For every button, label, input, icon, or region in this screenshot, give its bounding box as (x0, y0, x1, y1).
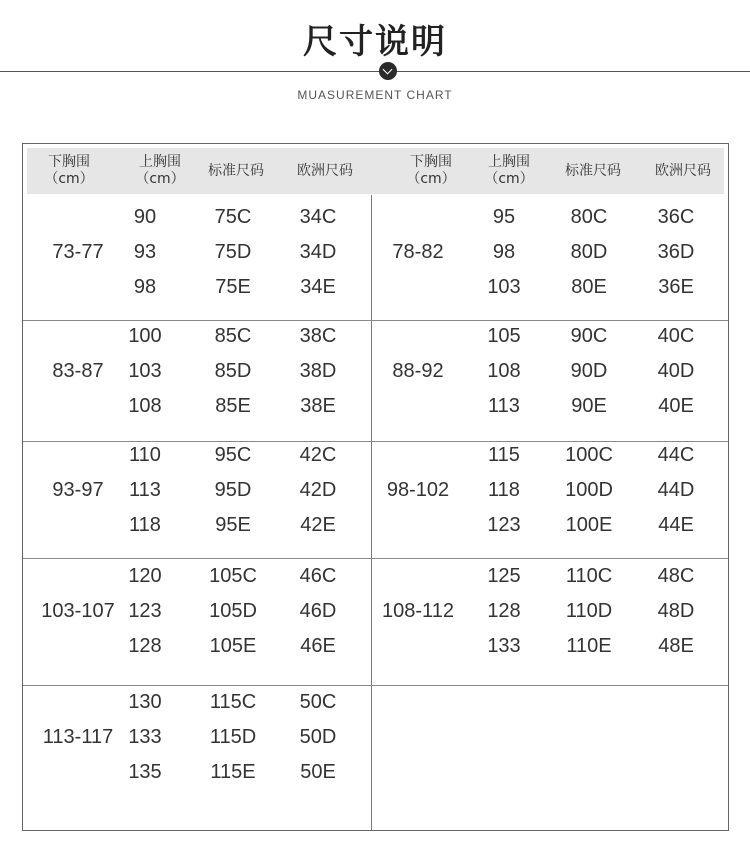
standard-size-value: 105D (209, 600, 257, 622)
upper-bust-value: 113 (488, 395, 520, 417)
standard-size-value: 85E (215, 395, 251, 417)
header-under-bust-unit: （cm） (406, 171, 456, 187)
row-divider (23, 320, 728, 321)
eu-size-value: 50D (299, 726, 337, 748)
row-divider (23, 558, 728, 559)
upper-bust-value: 108 (487, 360, 521, 382)
eu-size-value: 34D (299, 241, 337, 263)
header-under-bust (389, 148, 473, 194)
upper-bust-value: 115 (488, 444, 520, 466)
header-under-bust-label: 下胸围 (410, 154, 452, 170)
under-bust-range: 98-102 (386, 479, 450, 501)
eu-size-value: 44E (658, 514, 694, 536)
header-standard-size: 标准尺码 (565, 162, 621, 179)
eu-size-value: 46E (300, 635, 336, 657)
eu-size-value: 46D (299, 600, 337, 622)
upper-bust-value: 108 (128, 395, 162, 417)
standard-size-value: 105C (209, 565, 257, 587)
title-divider (0, 71, 750, 72)
under-bust-range: 73-77 (52, 241, 104, 263)
eu-size-value: 38D (299, 360, 337, 382)
standard-size-value: 80C (570, 206, 608, 228)
eu-size-value: 50C (299, 691, 337, 713)
header-eu-size: 欧洲尺码 (655, 162, 711, 179)
standard-size-value: 85C (214, 325, 252, 347)
upper-bust-value: 110 (129, 444, 161, 466)
under-bust-range: 78-82 (392, 241, 444, 263)
upper-bust-value: 100 (128, 325, 162, 347)
standard-size-value: 80E (571, 276, 607, 298)
upper-bust-value: 93 (133, 241, 157, 263)
under-bust-range: 108-112 (382, 600, 454, 622)
upper-bust-value: 128 (487, 600, 521, 622)
header-under-bust-unit: （cm） (44, 171, 94, 187)
header-upper-bust (473, 148, 545, 194)
column-divider (371, 195, 372, 831)
standard-size-value: 110E (566, 635, 612, 657)
row-divider (23, 441, 728, 442)
upper-bust-value: 130 (128, 691, 162, 713)
standard-size-value: 90D (570, 360, 608, 382)
under-bust-range: 93-97 (52, 479, 104, 501)
upper-bust-value: 123 (128, 600, 162, 622)
upper-bust-value: 103 (128, 360, 162, 382)
chevron-down-icon (379, 62, 397, 80)
under-bust-range: 103-107 (41, 600, 115, 622)
standard-size-value: 115C (209, 691, 257, 713)
upper-bust-value: 133 (128, 726, 162, 748)
upper-bust-value: 118 (488, 479, 520, 501)
under-bust-range: 113-117 (42, 726, 114, 748)
standard-size-value: 85D (214, 360, 252, 382)
upper-bust-value: 113 (129, 479, 161, 501)
eu-size-value: 40D (657, 360, 695, 382)
upper-bust-value: 118 (129, 514, 161, 536)
header-upper-bust-label: 上胸围 (488, 154, 530, 170)
standard-size-value: 115E (210, 761, 256, 783)
upper-bust-value: 135 (128, 761, 162, 783)
size-chart-table (22, 143, 729, 831)
upper-bust-value: 125 (487, 565, 521, 587)
standard-size-value: 100E (565, 514, 613, 536)
under-bust-range: 88-92 (392, 360, 444, 382)
header-eu-size: 欧洲尺码 (297, 162, 353, 179)
standard-size-value: 105E (209, 635, 257, 657)
eu-size-value: 42C (299, 444, 337, 466)
standard-size-value: 115D (209, 726, 257, 748)
standard-size-value: 80D (570, 241, 608, 263)
upper-bust-value: 95 (492, 206, 516, 228)
eu-size-value: 38C (299, 325, 337, 347)
eu-size-value: 48D (657, 600, 695, 622)
standard-size-value: 90C (570, 325, 608, 347)
eu-size-value: 44C (657, 444, 695, 466)
page-title: 尺寸说明 (303, 22, 447, 62)
row-divider (23, 685, 728, 686)
standard-size-value: 95C (214, 444, 252, 466)
eu-size-value: 36E (658, 276, 694, 298)
standard-size-value: 75C (214, 206, 252, 228)
eu-size-value: 36D (657, 241, 695, 263)
header-upper-bust-label: 上胸围 (139, 154, 181, 170)
standard-size-value: 95E (215, 514, 251, 536)
eu-size-value: 42D (299, 479, 337, 501)
eu-size-value: 42E (300, 514, 336, 536)
eu-size-value: 48C (657, 565, 695, 587)
upper-bust-value: 133 (487, 635, 521, 657)
standard-size-value: 75D (214, 241, 252, 263)
upper-bust-value: 105 (487, 325, 521, 347)
eu-size-value: 48E (658, 635, 694, 657)
upper-bust-value: 98 (492, 241, 516, 263)
eu-size-value: 34C (299, 206, 337, 228)
eu-size-value: 46C (299, 565, 337, 587)
eu-size-value: 38E (300, 395, 336, 417)
header-under-bust-label: 下胸围 (48, 154, 90, 170)
eu-size-value: 40C (657, 325, 695, 347)
upper-bust-value: 123 (487, 514, 521, 536)
upper-bust-value: 120 (128, 565, 162, 587)
standard-size-value: 110C (565, 565, 613, 587)
header-upper-bust-unit: （cm） (484, 171, 534, 187)
standard-size-value: 110D (565, 600, 613, 622)
header-upper-bust-unit: （cm） (135, 171, 185, 187)
eu-size-value: 36C (657, 206, 695, 228)
table-header (27, 148, 724, 194)
upper-bust-value: 103 (487, 276, 521, 298)
header-standard-size: 标准尺码 (208, 162, 264, 179)
standard-size-value: 100C (565, 444, 613, 466)
upper-bust-value: 90 (133, 206, 157, 228)
standard-size-value: 100D (565, 479, 613, 501)
upper-bust-value: 128 (128, 635, 162, 657)
eu-size-value: 40E (658, 395, 694, 417)
standard-size-value: 75E (215, 276, 251, 298)
page-subtitle: MUASUREMENT CHART (297, 88, 453, 102)
eu-size-value: 50E (300, 761, 336, 783)
standard-size-value: 90E (571, 395, 607, 417)
eu-size-value: 44D (657, 479, 695, 501)
under-bust-range: 83-87 (52, 360, 104, 382)
header-under-bust (27, 148, 111, 194)
standard-size-value: 95D (214, 479, 252, 501)
eu-size-value: 34E (300, 276, 336, 298)
header-upper-bust (125, 148, 195, 194)
upper-bust-value: 98 (133, 276, 157, 298)
